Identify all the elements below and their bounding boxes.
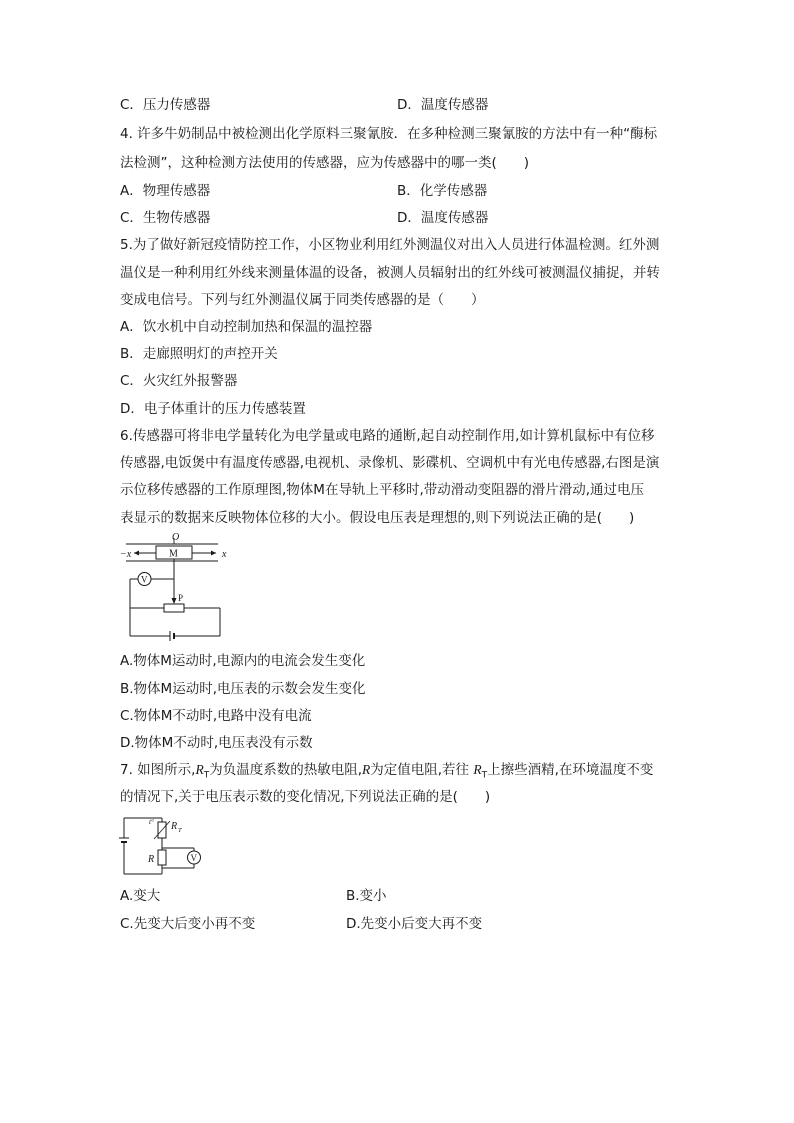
q5-option-b: B．走廊照明灯的声控开关 — [120, 346, 278, 362]
q7-resistor — [158, 850, 166, 865]
q6-option-c: C.物体M不动时,电路中没有电流 — [120, 708, 312, 724]
q7-temp-label: t° — [149, 818, 154, 826]
q6-slider-label: P — [178, 593, 184, 603]
q6-displacement-sensor-diagram — [118, 532, 238, 644]
q5-option-c: C．火灾红外报警器 — [120, 373, 238, 389]
q5-option-d: D．电子体重计的压力传感装置 — [120, 401, 306, 417]
q4-option-b: B．化学传感器 — [397, 183, 488, 199]
q5-stem-line3: 变成电信号。下列与红外测温仪属于同类传感器的是（ ） — [120, 292, 485, 308]
q5-stem-line1: 5.为了做好新冠疫情防控工作，小区物业利用红外测温仪对出入人员进行体温检测。红外测 — [120, 237, 660, 253]
q6-slider-arrow-icon — [172, 598, 177, 604]
q6-pos-x-label: x — [222, 549, 227, 560]
q6-arrow-right-icon — [211, 551, 216, 556]
q6-meter-label: V — [141, 574, 148, 585]
q4-stem-line1: 4. 许多牛奶制品中被检测出化学原料三聚氰胺．在多种检测三聚氰胺的方法中有一种“酶标 — [120, 126, 658, 142]
q4-option-a: A．物理传感器 — [120, 183, 211, 199]
q6-origin-label: O — [172, 532, 180, 543]
q7-option-c: C.先变大后变小再不变 — [120, 916, 256, 932]
q4-option-c: C．生物传感器 — [120, 210, 211, 226]
q7-stem-line2: 的情况下,关于电压表示数的变化情况,下列说法正确的是( ) — [120, 789, 491, 805]
q6-neg-x-label: −x — [120, 549, 132, 560]
q6-stem-line3: 示位移传感器的工作原理图,物体M在导轨上平移时,带动滑动变阻器的滑片滑动,通过电压 — [120, 482, 645, 498]
q6-stem-line4: 表显示的数据来反映物体位移的大小。假设电压表是理想的,则下列说法正确的是( ) — [120, 510, 635, 526]
q6-option-b: B.物体M运动时,电压表的示数会发生变化 — [120, 681, 366, 697]
q3-option-c: C．压力传感器 — [120, 97, 211, 113]
q7-option-d: D.先变小后变大再不变 — [346, 916, 483, 932]
q7-rt-sub: T — [178, 827, 182, 834]
q5-option-a: A．饮水机中自动控制加热和保温的温控器 — [120, 319, 373, 335]
q5-stem-line2: 温仪是一种利用红外线来测量体温的设备，被测人员辐射出的红外线可被测温仪捕捉，并转 — [120, 265, 660, 281]
q7-stem-line1: 7. 如图所示$,R_T$为负温度系数的热敏电阻,R为定值电阻,若往 $R_T$上擦些酒精,在环境温度不变 — [120, 762, 654, 781]
q7-option-b: B.变小 — [346, 888, 387, 904]
q4-option-d: D．温度传感器 — [397, 210, 489, 226]
q6-stem-line2: 传感器,电饭煲中有温度传感器,电视机、录像机、影碟机、空调机中有光电传感器,右图是演 — [120, 455, 660, 471]
q6-option-a: A.物体M运动时,电源内的电流会发生变化 — [120, 653, 366, 669]
q6-rheostat — [164, 604, 184, 612]
q6-option-d: D.物体M不动时,电压表没有示数 — [120, 735, 313, 751]
q6-block-label: M — [169, 548, 178, 560]
q4-stem-line2: 法检测”，这种检测方法使用的传感器，应为传感器中的哪一类( ) — [120, 155, 530, 171]
q7-option-a: A.变大 — [120, 888, 161, 904]
q6-arrow-left-icon — [134, 551, 139, 556]
q7-r-label: R — [148, 854, 155, 865]
q6-stem-line1: 6.传感器可将非电学量转化为电学量或电路的通断,起自动控制作用,如计算机鼠标中有位移 — [120, 428, 655, 444]
q7-rt-label: R — [171, 821, 178, 832]
q7-meter-label: V — [190, 853, 197, 863]
q3-option-d: D．温度传感器 — [397, 97, 489, 113]
q7-thermistor-circuit-diagram — [118, 812, 214, 880]
